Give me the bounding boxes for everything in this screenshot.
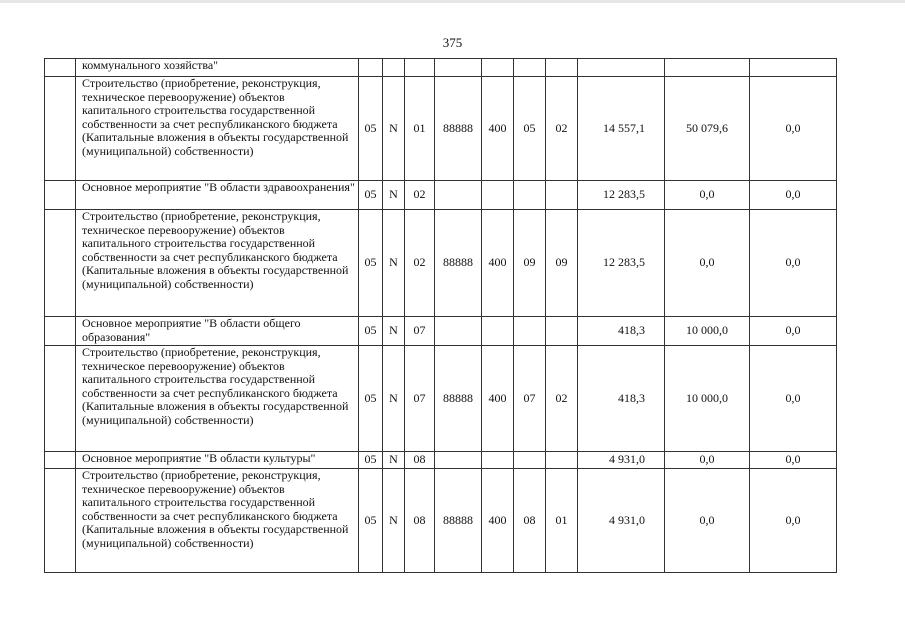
code-cell: 05 [359, 469, 383, 573]
code-cell: 09 [514, 210, 546, 317]
code-cell [546, 181, 578, 210]
code-cell: 07 [405, 346, 435, 452]
code-cell: 08 [405, 469, 435, 573]
code-cell: N [383, 317, 405, 346]
amount-cell: 0,0 [750, 210, 837, 317]
amount-cell: 418,3 [578, 317, 665, 346]
code-cell: 02 [546, 346, 578, 452]
code-cell: 05 [359, 77, 383, 181]
code-cell: 07 [405, 317, 435, 346]
name-cell: Строительство (приобретение, реконструкция, техническое перевооружение) объектов капитального строительства государственной собственности за счет республиканского бюджета (Капитальные вложения в объекты государственной (муниципальной) собственности) [76, 469, 359, 573]
code-cell: 88888 [435, 469, 482, 573]
code-cell: 08 [514, 469, 546, 573]
code-cell: 07 [514, 346, 546, 452]
amount-cell [578, 59, 665, 77]
table-row [45, 59, 837, 77]
budget-table [44, 58, 837, 573]
amount-cell: 0,0 [750, 346, 837, 452]
code-cell [482, 317, 514, 346]
code-cell: 05 [359, 181, 383, 210]
code-cell [435, 317, 482, 346]
code-cell: 88888 [435, 210, 482, 317]
code-cell [482, 452, 514, 469]
scan-edge [0, 0, 905, 3]
code-cell [482, 59, 514, 77]
row-number-cell [45, 77, 76, 181]
code-cell: 05 [514, 77, 546, 181]
code-cell [405, 59, 435, 77]
table-row [45, 469, 837, 573]
code-cell: 400 [482, 77, 514, 181]
amount-cell: 10 000,0 [665, 317, 750, 346]
page-number: 375 [442, 35, 463, 50]
amount-cell: 0,0 [750, 469, 837, 573]
table-row [45, 181, 837, 210]
row-number-cell [45, 469, 76, 573]
code-cell: 05 [359, 346, 383, 452]
amount-cell: 0,0 [665, 452, 750, 469]
amount-cell [750, 59, 837, 77]
table-body [45, 59, 837, 573]
row-number-cell [45, 210, 76, 317]
code-cell: 08 [405, 452, 435, 469]
code-cell: 400 [482, 346, 514, 452]
amount-cell: 50 079,6 [665, 77, 750, 181]
code-cell: 88888 [435, 77, 482, 181]
code-cell [383, 59, 405, 77]
row-number-cell [45, 452, 76, 469]
amount-cell: 0,0 [750, 77, 837, 181]
amount-cell: 10 000,0 [665, 346, 750, 452]
table-row [45, 346, 837, 452]
code-cell: 01 [405, 77, 435, 181]
name-cell: Основное мероприятие "В области общего образования" [76, 317, 359, 346]
amount-cell: 4 931,0 [578, 452, 665, 469]
name-cell: Основное мероприятие "В области здравоохранения" [76, 181, 359, 210]
amount-cell: 418,3 [578, 346, 665, 452]
row-number-cell [45, 59, 76, 77]
amount-cell: 0,0 [665, 469, 750, 573]
code-cell [514, 181, 546, 210]
amount-cell: 12 283,5 [578, 210, 665, 317]
code-cell: 400 [482, 469, 514, 573]
code-cell [435, 59, 482, 77]
name-cell: коммунального хозяйства" [76, 59, 359, 77]
code-cell [435, 452, 482, 469]
amount-cell [665, 59, 750, 77]
code-cell: N [383, 452, 405, 469]
code-cell: 05 [359, 317, 383, 346]
amount-cell: 14 557,1 [578, 77, 665, 181]
code-cell: 400 [482, 210, 514, 317]
code-cell: N [383, 181, 405, 210]
amount-cell: 0,0 [750, 181, 837, 210]
name-cell: Строительство (приобретение, реконструкция, техническое перевооружение) объектов капитального строительства государственной собственности за счет республиканского бюджета (Капитальные вложения в объекты государственной (муниципальной) собственности) [76, 210, 359, 317]
amount-cell: 0,0 [750, 317, 837, 346]
code-cell [514, 59, 546, 77]
amount-cell: 0,0 [665, 210, 750, 317]
code-cell: 02 [546, 77, 578, 181]
amount-cell: 0,0 [665, 181, 750, 210]
name-cell: Основное мероприятие "В области культуры" [76, 452, 359, 469]
table-row [45, 452, 837, 469]
name-cell: Строительство (приобретение, реконструкция, техническое перевооружение) объектов капитального строительства государственной собственности за счет республиканского бюджета (Капитальные вложения в объекты государственной (муниципальной) собственности) [76, 77, 359, 181]
code-cell: 88888 [435, 346, 482, 452]
amount-cell: 4 931,0 [578, 469, 665, 573]
code-cell [514, 452, 546, 469]
code-cell [359, 59, 383, 77]
code-cell: 05 [359, 452, 383, 469]
code-cell: N [383, 469, 405, 573]
code-cell: N [383, 210, 405, 317]
code-cell: 09 [546, 210, 578, 317]
code-cell [482, 181, 514, 210]
code-cell: 01 [546, 469, 578, 573]
code-cell [435, 181, 482, 210]
code-cell: 05 [359, 210, 383, 317]
code-cell [546, 59, 578, 77]
code-cell [546, 317, 578, 346]
table-row [45, 210, 837, 317]
row-number-cell [45, 181, 76, 210]
code-cell: N [383, 346, 405, 452]
code-cell: 02 [405, 181, 435, 210]
name-cell: Строительство (приобретение, реконструкция, техническое перевооружение) объектов капитального строительства государственной собственности за счет республиканского бюджета (Капитальные вложения в объекты государственной (муниципальной) собственности) [76, 346, 359, 452]
code-cell: 02 [405, 210, 435, 317]
row-number-cell [45, 317, 76, 346]
table-row [45, 317, 837, 346]
table-row [45, 77, 837, 181]
amount-cell: 12 283,5 [578, 181, 665, 210]
code-cell [514, 317, 546, 346]
code-cell [546, 452, 578, 469]
code-cell: N [383, 77, 405, 181]
row-number-cell [45, 346, 76, 452]
amount-cell: 0,0 [750, 452, 837, 469]
